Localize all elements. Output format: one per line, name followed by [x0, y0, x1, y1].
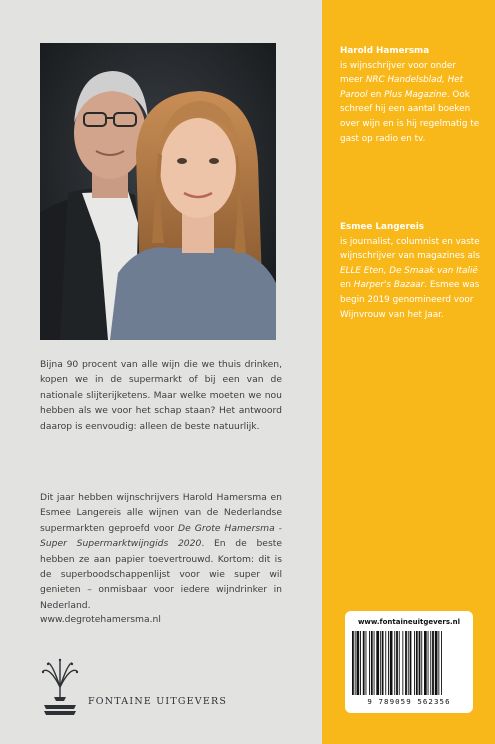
author-name: Harold Hamersma	[340, 46, 430, 56]
author-bio-part: is journalist, columnist en vaste wijnschrijver van magazines als	[340, 236, 480, 262]
book-title-reference: De Grote Hamersma - Super Supermarktwijngids 2020	[40, 522, 282, 550]
barcode-bar	[360, 631, 361, 695]
barcode-bar	[402, 631, 403, 695]
isbn-number: 9 789059 562356	[367, 697, 451, 706]
barcode-bar	[414, 631, 415, 695]
barcode-bar	[405, 631, 407, 695]
publisher-url[interactable]: www.fontaineuitgevers.nl	[357, 618, 461, 626]
barcode-bar	[394, 631, 395, 695]
publication-names: Plus Magazine	[384, 89, 447, 100]
barcode-bar	[366, 631, 367, 695]
barcode-bar	[421, 631, 422, 695]
author-name: Esmee Langereis	[340, 222, 425, 232]
barcode-bar	[428, 631, 429, 695]
barcode-bar	[399, 631, 400, 695]
barcode-bar	[424, 631, 427, 695]
barcode-bar	[441, 631, 442, 695]
barcode-bar	[371, 631, 373, 695]
author-bio-part: . Esmee was begin 2019 genomineerd voor Wijnvrouw van het Jaar.	[340, 280, 480, 320]
blurb-paragraph-2-end: . En de beste hebben ze aan papier toevertrouwd. Kortom: dit is de superboodschappenlijst voor wie super wil genieten – onmisbaar voor iedere wijndrinker in Nederland.	[40, 538, 282, 611]
barcode-bar	[357, 631, 360, 695]
author-bio-harold	[340, 44, 480, 146]
barcode-box	[345, 611, 473, 713]
barcode-bar	[410, 631, 412, 695]
blurb-paragraph-2	[40, 490, 282, 613]
author-bio-part: en	[367, 89, 385, 100]
blurb-paragraph-2-start: Dit jaar hebben wijnschrijvers Harold Hamersma en Esmee Langereis alle wijnen van de Nederlandse supermarkten geproefd voor	[40, 492, 282, 534]
barcode-bar	[355, 631, 356, 695]
barcode-bar	[374, 631, 375, 695]
barcode-bar	[380, 631, 381, 695]
author-bio-esmee	[340, 220, 480, 322]
barcode-bar	[385, 631, 386, 695]
barcode-bar	[396, 631, 398, 695]
barcode-bar	[376, 631, 379, 695]
blurb-paragraph-1: Bijna 90 procent van alle wijn die we thuis drinken, kopen we in de supermarkt of bij een van de nationale slijterijketens. Maar welke moeten we nou hebben als we voor het schap staan? Het antwoord daarop is eenvoudig: alleen de beste natuurlijk.	[40, 359, 282, 432]
barcode-bar	[416, 631, 418, 695]
barcode-bar	[382, 631, 384, 695]
barcode-bar	[388, 631, 389, 695]
barcode-bar	[352, 631, 354, 695]
author-bio-part: en	[340, 280, 354, 291]
author-bio-part: is wijnschrijver voor onder meer	[340, 60, 456, 86]
barcode-bar	[390, 631, 393, 695]
barcode-bar	[369, 631, 370, 695]
publication-names: Harper's Bazaar	[353, 280, 425, 291]
publication-names: ELLE Eten, De Smaak van Italië	[340, 265, 478, 276]
barcode-bar	[435, 631, 438, 695]
publisher-name: FONTAINE UITGEVERS	[88, 696, 228, 707]
isbn-barcode	[352, 631, 466, 695]
author-photo	[40, 43, 276, 340]
barcode-bar	[438, 631, 439, 695]
publication-names: NRC Handelsblad, Het Parool	[340, 75, 464, 100]
barcode-bar	[363, 631, 365, 695]
barcode-bar	[430, 631, 431, 695]
barcode-bar	[432, 631, 434, 695]
author-bio-text	[340, 59, 480, 147]
author-bio-part: . Ook schreef hij een aantal boeken over wijn en is hij regelmatig te gast op radio en tv.	[340, 89, 480, 144]
barcode-bar	[408, 631, 409, 695]
author-bio-text	[340, 235, 480, 323]
barcode-bar	[419, 631, 421, 695]
fountain-logo-icon	[40, 657, 80, 719]
website-link[interactable]: www.degrotehamersma.nl	[40, 614, 161, 625]
author-photo-illustration	[40, 43, 276, 340]
